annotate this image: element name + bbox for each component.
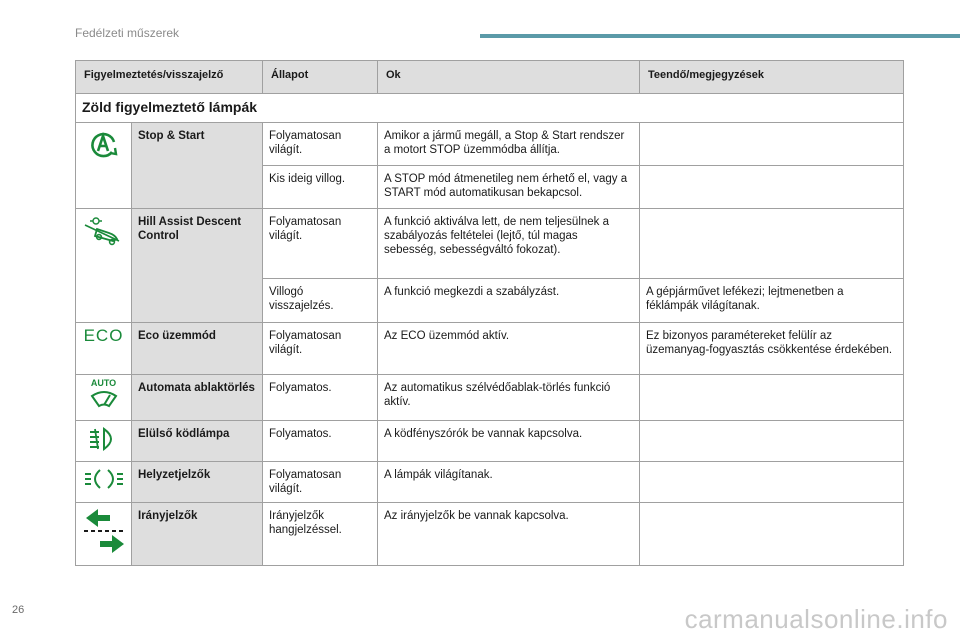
row-state: Folyamatosan világít.: [263, 209, 378, 279]
group-title-row: [76, 94, 904, 123]
table-row: [76, 123, 904, 166]
row-cause: Az automatikus szélvédőablak-törlés funkció aktív.: [378, 375, 640, 421]
row-state: Irányjelzők hangjelzéssel.: [263, 503, 378, 566]
hill-descent-icon: [83, 215, 125, 247]
front-fog-lamp-icon: [88, 427, 120, 451]
row-name: Stop & Start: [132, 123, 263, 209]
row-cause: Az ECO üzemmód aktív.: [378, 323, 640, 375]
row-action: [640, 123, 904, 166]
row-cause: A funkció megkezdi a szabályzást.: [378, 279, 640, 323]
row-state: Folyamatos.: [263, 375, 378, 421]
header-cause: Ok: [378, 61, 640, 94]
auto-label: AUTO: [90, 378, 117, 388]
table-row: [76, 421, 904, 462]
table-row: [76, 209, 904, 279]
row-cause: A lámpák világítanak.: [378, 462, 640, 503]
row-action: [640, 375, 904, 421]
row-cause: A funkció aktiválva lett, de nem teljesülnek a szabályozás feltételei (lejtő, túl magas sebesség, sebességváltó fokozat).: [378, 209, 640, 279]
header-state: Állapot: [263, 61, 378, 94]
row-action: [640, 421, 904, 462]
row-name: Eco üzemmód: [132, 323, 263, 375]
table-row: [76, 462, 904, 503]
row-action: [640, 503, 904, 566]
hill-icon-cell: [76, 209, 132, 323]
watermark: carmanualsonline.info: [684, 604, 948, 634]
auto-start-stop-icon: [87, 129, 121, 159]
row-state: Folyamatosan világít.: [263, 462, 378, 503]
stop-start-icon-cell: [76, 123, 132, 209]
row-cause: Amikor a jármű megáll, a Stop & Start rendszer a motort STOP üzemmódba állítja.: [378, 123, 640, 166]
header-warning: Figyelmeztetés/visszajelző: [76, 61, 263, 94]
wiper-icon-cell: [76, 375, 132, 421]
warning-lamps-table: [75, 60, 904, 566]
row-action: [640, 209, 904, 279]
row-name: Helyzetjelzők: [132, 462, 263, 503]
table-row: [76, 323, 904, 375]
indicator-icon-cell: [76, 503, 132, 566]
row-state: Folyamatosan világít.: [263, 323, 378, 375]
row-state: Folyamatosan világít.: [263, 123, 378, 166]
row-name: Elülső ködlámpa: [132, 421, 263, 462]
row-action: [640, 462, 904, 503]
auto-wiper-icon: [89, 388, 119, 410]
row-state: Villogó visszajelzés.: [263, 279, 378, 323]
row-action: [640, 166, 904, 209]
row-name: Irányjelzők: [132, 503, 263, 566]
table-row: [76, 375, 904, 421]
group-title: Zöld figyelmeztető lámpák: [76, 94, 904, 123]
row-state: Folyamatos.: [263, 421, 378, 462]
eco-icon: ECO: [83, 326, 124, 345]
section-title: Fedélzeti műszerek: [75, 26, 180, 40]
row-name: Hill Assist Descent Control: [132, 209, 263, 323]
position-icon-cell: [76, 462, 132, 503]
row-cause: A ködfényszórók be vannak kapcsolva.: [378, 421, 640, 462]
row-cause: Az irányjelzők be vannak kapcsolva.: [378, 503, 640, 566]
row-cause: A STOP mód átmenetileg nem érhető el, vagy a START mód automatikusan bekapcsol.: [378, 166, 640, 209]
position-lamps-icon: [84, 468, 124, 490]
row-state: Kis ideig villog.: [263, 166, 378, 209]
eco-icon-cell: [76, 323, 132, 375]
table-header-row: [76, 61, 904, 94]
turn-signal-arrows-icon: [82, 507, 128, 555]
table-row: [76, 503, 904, 566]
page-number: 26: [12, 604, 25, 616]
row-action: Ez bizonyos paramétereket felülír az üzemanyag-fogyasztás csökkentése érdekében.: [640, 323, 904, 375]
header-action: Teendő/megjegyzések: [640, 61, 904, 94]
header-accent-bar: [480, 34, 960, 38]
row-name: Automata ablaktörlés: [132, 375, 263, 421]
row-action: A gépjárművet lefékezi; lejtmenetben a féklámpák világítanak.: [640, 279, 904, 323]
fog-icon-cell: [76, 421, 132, 462]
